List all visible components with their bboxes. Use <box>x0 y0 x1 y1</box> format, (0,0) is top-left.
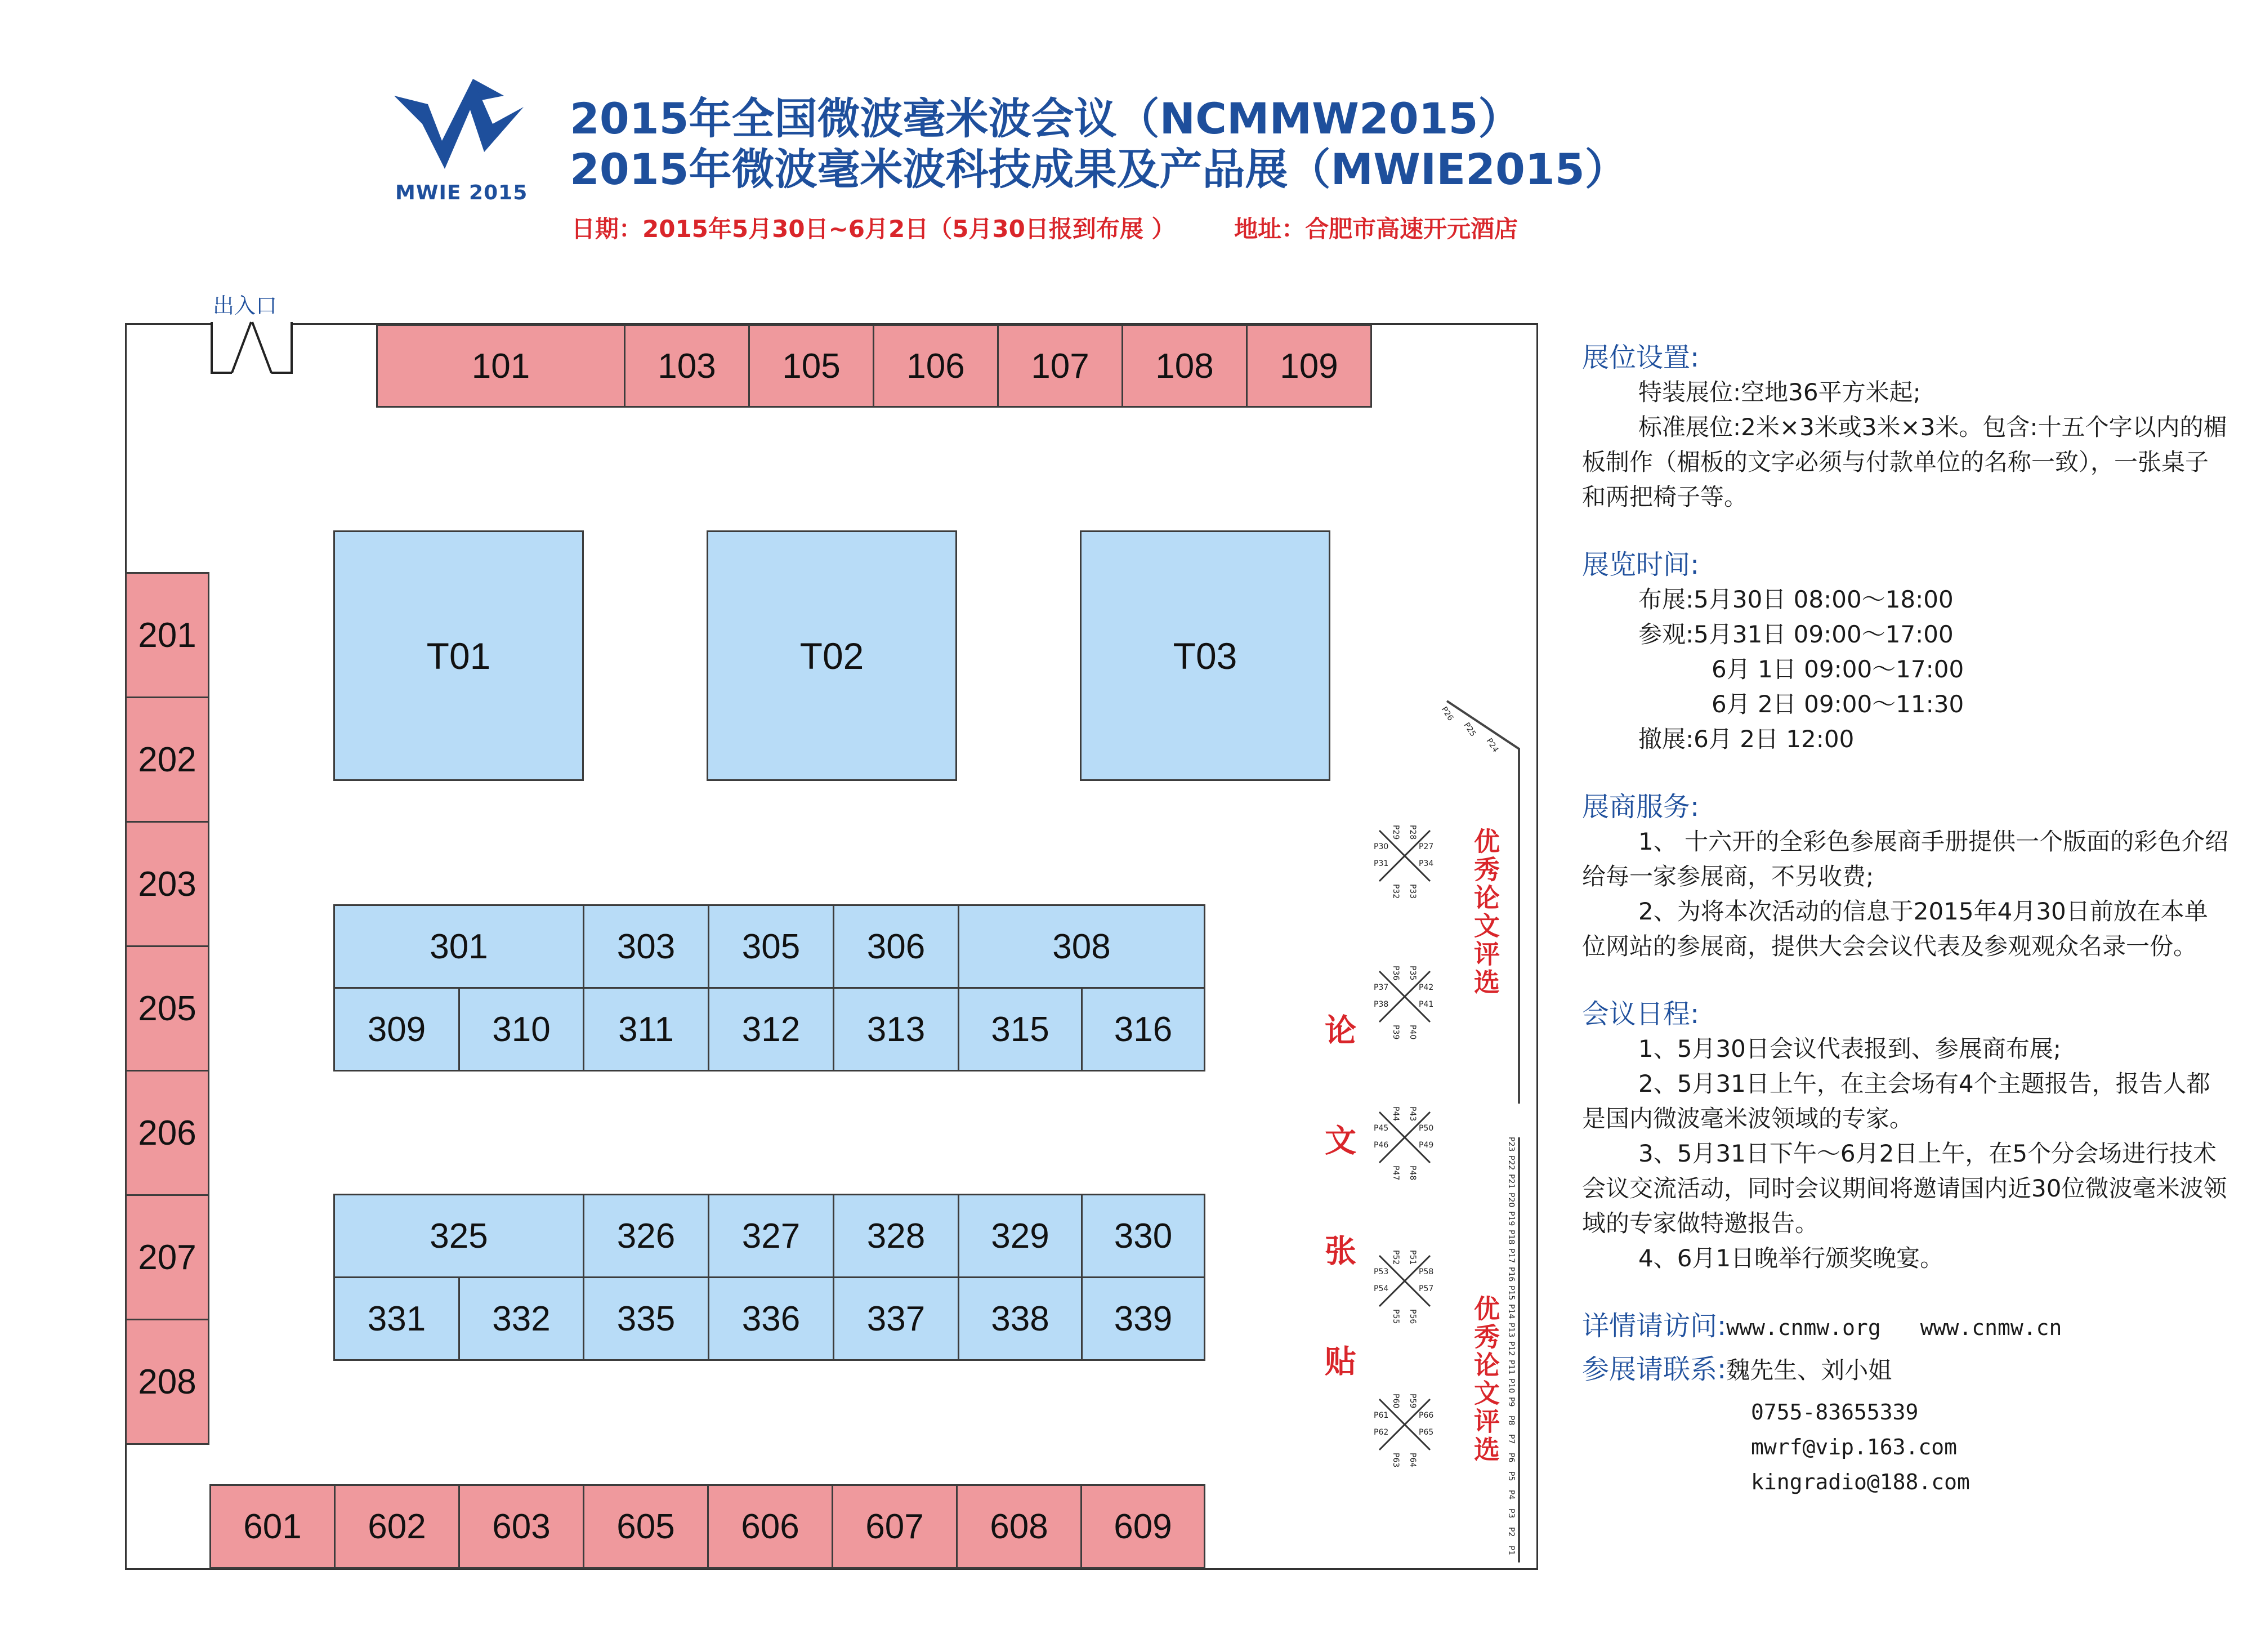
booth-336[interactable]: 336 <box>708 1276 834 1361</box>
poster-id: P11 <box>1507 1360 1516 1375</box>
visit-label: 详情请访问: <box>1582 1310 1727 1342</box>
contact-persons: 魏先生、刘小姐 <box>1726 1356 1892 1384</box>
booth-331[interactable]: 331 <box>333 1276 460 1361</box>
poster-id: P50 <box>1419 1124 1434 1133</box>
booth-306[interactable]: 306 <box>833 904 959 989</box>
poster-id: P18 <box>1507 1230 1516 1245</box>
poster-id: P9 <box>1507 1397 1516 1407</box>
poster-area-label: 论文张贴 <box>1320 1013 1356 1455</box>
poster-id: P34 <box>1419 859 1434 868</box>
contact-phone: 0755-83655339 <box>1751 1400 1919 1425</box>
poster-id: P29 <box>1391 825 1400 840</box>
poster-id: P42 <box>1419 983 1434 992</box>
booth-207[interactable]: 207 <box>125 1194 209 1320</box>
info-panel <box>1582 340 2229 1499</box>
poster-id: P39 <box>1391 1025 1400 1040</box>
booth-312[interactable]: 312 <box>708 987 834 1071</box>
poster-id: P48 <box>1408 1166 1417 1181</box>
poster-stand <box>1374 825 1433 899</box>
poster-id: P36 <box>1391 966 1400 981</box>
exhibitor-services-title: 展商服务: <box>1582 791 1700 823</box>
time-line: 6月 1日 09:00～17:00 <box>1712 655 1964 683</box>
poster-id: P47 <box>1391 1166 1400 1181</box>
poster-id: P41 <box>1419 1000 1434 1009</box>
contact-email-2[interactable]: kingradio@188.com <box>1751 1470 1970 1494</box>
mwie-logo-icon <box>388 73 529 180</box>
poster-id: P23 <box>1507 1137 1516 1152</box>
date-address-line <box>571 211 1518 244</box>
logo-text: MWIE 2015 <box>395 181 528 204</box>
poster-id: P66 <box>1419 1411 1434 1420</box>
booth-301[interactable]: 301 <box>333 904 584 989</box>
booth-109[interactable]: 109 <box>1246 324 1372 408</box>
exhibit-contact-label: 参展请联系: <box>1582 1354 1727 1385</box>
booth-310[interactable]: 310 <box>458 987 584 1071</box>
booth-308[interactable]: 308 <box>958 904 1205 989</box>
poster-id: P32 <box>1391 884 1400 899</box>
poster-id: P53 <box>1374 1267 1389 1276</box>
booth-327[interactable]: 327 <box>708 1194 834 1278</box>
poster-id: P61 <box>1374 1411 1389 1420</box>
poster-stand <box>1374 1250 1433 1324</box>
poster-id: P24 <box>1484 736 1500 754</box>
booth-603[interactable]: 603 <box>458 1484 584 1569</box>
booth-205[interactable]: 205 <box>125 945 209 1071</box>
poster-id: P35 <box>1408 966 1417 981</box>
agenda-item: 2、5月31日上午，在主会场有4个主题报告，报告人都是国内微波毫米波领域的专家。 <box>1582 1070 2210 1132</box>
booth-206[interactable]: 206 <box>125 1070 209 1196</box>
booth-315[interactable]: 315 <box>958 987 1083 1071</box>
poster-id: P19 <box>1507 1211 1516 1226</box>
poster-id: P60 <box>1391 1394 1400 1409</box>
booth-208[interactable]: 208 <box>125 1319 209 1445</box>
booth-311[interactable]: 311 <box>583 987 709 1071</box>
entrance-door-icon <box>209 321 294 377</box>
poster-id: P43 <box>1408 1106 1417 1122</box>
award-label-lower: 优秀论文评选 <box>1470 1295 1500 1464</box>
booth-332[interactable]: 332 <box>458 1276 584 1361</box>
booth-602[interactable]: 602 <box>334 1484 460 1569</box>
poster-id: P12 <box>1507 1341 1516 1356</box>
poster-id: P13 <box>1507 1323 1516 1338</box>
booth-107[interactable]: 107 <box>997 324 1123 408</box>
booth-329[interactable]: 329 <box>958 1194 1083 1278</box>
poster-id: P56 <box>1408 1309 1417 1324</box>
booth-305[interactable]: 305 <box>708 904 834 989</box>
agenda-title: 会议日程: <box>1582 998 1700 1030</box>
poster-stand <box>1374 1394 1433 1467</box>
poster-id: P5 <box>1507 1471 1516 1481</box>
booth-605[interactable]: 605 <box>583 1484 709 1569</box>
service-item: 2、为将本次活动的信息于2015年4月30日前放在本单位网站的参展商，提供大会会议代表及参观观众名录一份。 <box>1582 898 2208 960</box>
date-text: 日期：2015年5月30日~6月2日（5月30日报到布展 ） <box>571 215 1176 243</box>
booth-105[interactable]: 105 <box>748 324 874 408</box>
poster-id: P37 <box>1374 983 1389 992</box>
booth-setup-title: 展位设置: <box>1582 342 1700 373</box>
booth-T01[interactable]: T01 <box>333 530 584 781</box>
poster-id: P6 <box>1507 1453 1516 1463</box>
booth-setup-special: 特装展位:空地36平方米起; <box>1638 378 1921 406</box>
booth-606[interactable]: 606 <box>707 1484 833 1569</box>
booth-T02[interactable]: T02 <box>707 530 957 781</box>
poster-id: P1 <box>1507 1546 1516 1556</box>
booth-609[interactable]: 609 <box>1080 1484 1205 1569</box>
booth-608[interactable]: 608 <box>956 1484 1082 1569</box>
poster-id: P38 <box>1374 1000 1389 1009</box>
poster-id: P25 <box>1462 721 1478 739</box>
booth-106[interactable]: 106 <box>873 324 999 408</box>
url-link-1[interactable]: www.cnmw.org <box>1726 1315 1881 1340</box>
booth-108[interactable]: 108 <box>1121 324 1248 408</box>
booth-601[interactable]: 601 <box>209 1484 336 1569</box>
booth-103[interactable]: 103 <box>624 324 750 408</box>
time-line: 布展:5月30日 08:00～18:00 <box>1638 586 1954 613</box>
poster-id: P62 <box>1374 1428 1389 1437</box>
poster-id: P2 <box>1507 1527 1516 1537</box>
poster-id: P28 <box>1408 825 1417 840</box>
poster-id: P64 <box>1408 1453 1417 1468</box>
agenda-item: 1、5月30日会议代表报到、参展商布展; <box>1638 1035 2062 1062</box>
poster-id: P40 <box>1408 1025 1417 1040</box>
poster-id: P4 <box>1507 1490 1516 1500</box>
booth-326[interactable]: 326 <box>583 1194 709 1278</box>
poster-id: P10 <box>1507 1378 1516 1394</box>
poster-id: P45 <box>1374 1124 1389 1133</box>
poster-stand <box>1374 1106 1433 1180</box>
poster-id: P3 <box>1507 1508 1516 1519</box>
poster-id: P27 <box>1419 842 1434 851</box>
booth-338[interactable]: 338 <box>958 1276 1083 1361</box>
poster-id: P16 <box>1507 1267 1516 1282</box>
poster-id: P59 <box>1408 1394 1417 1409</box>
poster-id: P49 <box>1419 1141 1434 1150</box>
booth-316[interactable]: 316 <box>1081 987 1205 1071</box>
poster-wall-upper <box>1447 701 1519 1104</box>
entrance-label: 出入口 <box>213 293 278 318</box>
agenda-item: 3、5月31日下午～6月2日上午，在5个分会场进行技术会议交流活动，同时会议期间将邀请国内近30位微波毫米波领域的专家做特邀报告。 <box>1582 1140 2227 1237</box>
poster-id: P44 <box>1391 1106 1400 1122</box>
booth-203[interactable]: 203 <box>125 821 209 947</box>
booth-T03[interactable]: T03 <box>1080 530 1330 781</box>
booth-607[interactable]: 607 <box>832 1484 958 1569</box>
poster-id: P46 <box>1374 1141 1389 1150</box>
poster-id: P58 <box>1419 1267 1434 1276</box>
poster-id: P63 <box>1391 1453 1400 1468</box>
poster-id: P65 <box>1419 1428 1434 1437</box>
poster-id: P55 <box>1391 1309 1400 1324</box>
poster-stand <box>1374 966 1433 1039</box>
poster-id: P54 <box>1374 1284 1389 1293</box>
contact-email-1[interactable]: mwrf@vip.163.com <box>1751 1435 1958 1459</box>
poster-id: P22 <box>1507 1155 1516 1171</box>
award-label-upper: 优秀论文评选 <box>1470 828 1500 997</box>
title-line-2: 2015年微波毫米波科技成果及产品展（MWIE2015） <box>570 144 1628 194</box>
poster-id: P26 <box>1439 705 1455 723</box>
time-line: 6月 2日 09:00～11:30 <box>1712 690 1964 718</box>
booth-309[interactable]: 309 <box>333 987 460 1071</box>
booth-201[interactable]: 201 <box>125 572 209 698</box>
time-line: 撤展:6月 2日 12:00 <box>1638 725 1855 753</box>
booth-325[interactable]: 325 <box>333 1194 584 1278</box>
exhibition-time-title: 展览时间: <box>1582 549 1700 581</box>
booth-339[interactable]: 339 <box>1081 1276 1205 1361</box>
poster-id: P15 <box>1507 1285 1516 1301</box>
time-line: 参观:5月31日 09:00～17:00 <box>1638 620 1954 648</box>
poster-id: P31 <box>1374 859 1389 868</box>
service-item: 1、 十六开的全彩色参展商手册提供一个版面的彩色介绍给每一家参展商，不另收费; <box>1582 828 2229 890</box>
booth-328[interactable]: 328 <box>833 1194 959 1278</box>
poster-id: P52 <box>1391 1250 1400 1265</box>
booth-202[interactable]: 202 <box>125 696 209 823</box>
poster-id: P7 <box>1507 1434 1516 1444</box>
booth-101[interactable]: 101 <box>376 324 625 408</box>
booth-313[interactable]: 313 <box>833 987 959 1071</box>
booth-335[interactable]: 335 <box>583 1276 709 1361</box>
address-text: 地址：合肥市高速开元酒店 <box>1234 215 1518 243</box>
booth-337[interactable]: 337 <box>833 1276 959 1361</box>
poster-id: P57 <box>1419 1284 1434 1293</box>
poster-id: P8 <box>1507 1416 1516 1426</box>
booth-303[interactable]: 303 <box>583 904 709 989</box>
title-line-1: 2015年全国微波毫米波会议（NCMMW2015） <box>570 93 1521 144</box>
poster-id: P20 <box>1507 1193 1516 1208</box>
booth-setup-standard: 标准展位:2米×3米或3米×3米。包含:十五个字以内的楣板制作（楣板的文字必须与付款单位的名称一致），一张桌子和两把椅子等。 <box>1582 413 2227 511</box>
url-link-2[interactable]: www.cnmw.cn <box>1920 1315 2062 1340</box>
agenda-item: 4、6月1日晚举行颁奖晚宴。 <box>1638 1244 1944 1272</box>
poster-id: P21 <box>1507 1174 1516 1189</box>
booth-330[interactable]: 330 <box>1081 1194 1205 1278</box>
poster-id: P30 <box>1374 842 1389 851</box>
poster-id: P14 <box>1507 1304 1516 1319</box>
poster-id: P51 <box>1408 1250 1417 1265</box>
poster-id: P33 <box>1408 884 1417 899</box>
poster-boards <box>1340 676 1531 1565</box>
poster-id: P17 <box>1507 1248 1516 1263</box>
